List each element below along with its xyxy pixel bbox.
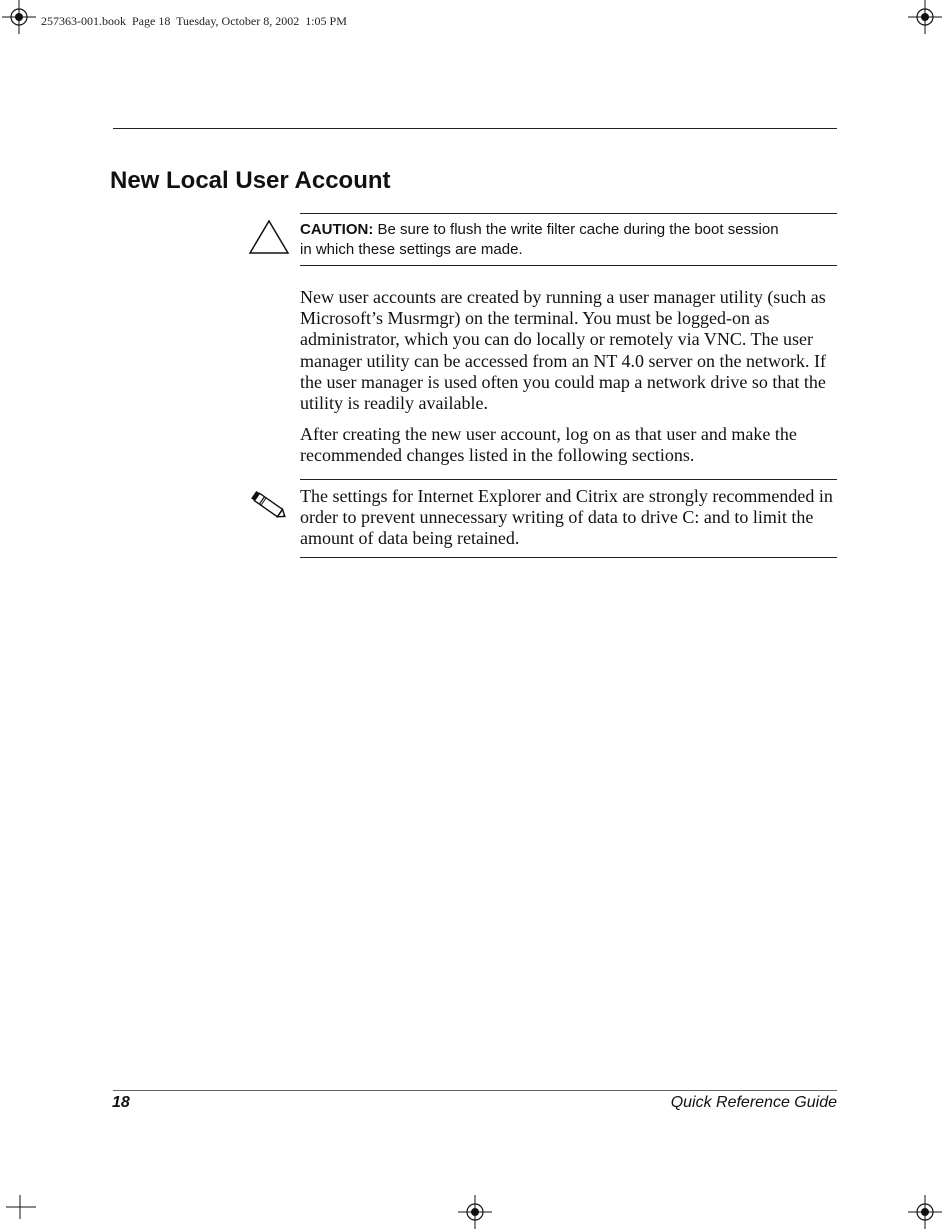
caution-text [300, 220, 820, 260]
footer-rule [113, 1090, 837, 1091]
caution-label: CAUTION: [300, 221, 374, 238]
body-paragraph: After creating the new user account, log on as that user and make the recommended changes listed in the following sections. [300, 424, 797, 466]
registration-mark-icon [908, 0, 942, 34]
caution-notice [300, 213, 837, 266]
body-paragraph: New user accounts are created by running a user manager utility (such as Microsoft’s Musrmgr) on the terminal. You must be logged-on as administrator, which you can do locally or remotely via VNC. The user manager utility can be accessed from an NT 4.0 server on the network. If the user manager is used often you could map a network drive so that the utility is readily available. [300, 287, 826, 414]
note-text: The settings for Internet Explorer and Citrix are strongly recommended in order to prevent unnecessary writing of data to drive C: and to limit the amount of data being retained. [300, 486, 833, 549]
footer-guide-title: Quick Reference Guide [670, 1094, 837, 1111]
section-title: New Local User Account [110, 167, 391, 194]
pencil-note-icon [250, 489, 288, 523]
crop-mark-icon [6, 1195, 40, 1229]
caution-line-1: Be sure to flush the write filter cache during the boot session [373, 221, 779, 238]
registration-mark-icon [908, 1195, 942, 1229]
registration-mark-icon [2, 0, 36, 34]
caution-line-2: in which these settings are made. [300, 241, 523, 258]
header-rule [113, 128, 837, 129]
note-notice [300, 479, 837, 558]
caution-triangle-icon [248, 219, 290, 255]
page-number: 18 [112, 1094, 130, 1111]
printer-slug: 257363-001.book Page 18 Tuesday, October 8, 2002 1:05 PM [41, 14, 347, 28]
registration-mark-icon [458, 1195, 492, 1229]
